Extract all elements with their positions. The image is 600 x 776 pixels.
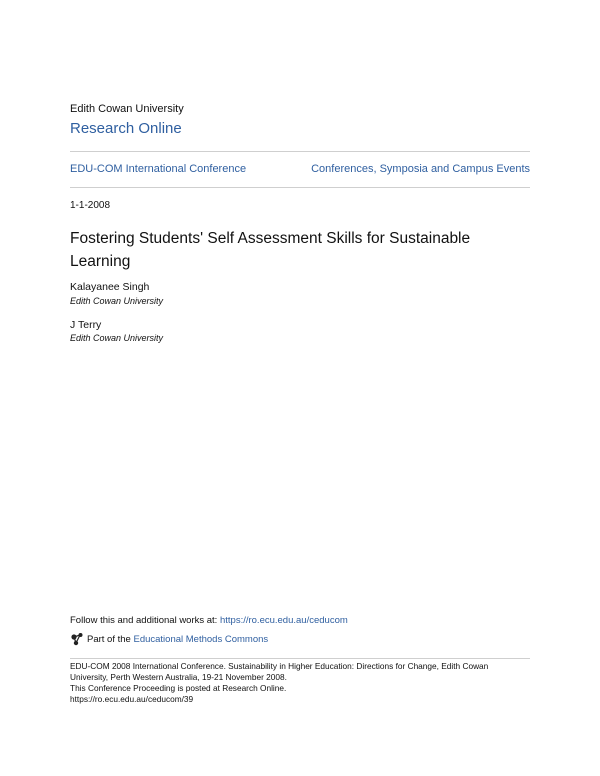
- follow-text: Follow this and additional works at:: [70, 615, 220, 626]
- citation-block: [70, 661, 530, 705]
- commons-link[interactable]: Educational Methods Commons: [133, 633, 269, 645]
- citation-url[interactable]: https://ro.ecu.edu.au/ceducom/39: [70, 694, 194, 704]
- network-commons-icon: [70, 632, 84, 646]
- author-affiliation: Edith Cowan University: [70, 333, 164, 343]
- follow-link[interactable]: https://ro.ecu.edu.au/ceducom: [219, 615, 348, 626]
- divider-collections: [70, 187, 530, 188]
- follow-works: [70, 615, 348, 626]
- divider-top: [70, 151, 530, 152]
- part-of: [70, 632, 268, 646]
- repository-link[interactable]: Research Online: [70, 120, 182, 137]
- author-affiliation: Edith Cowan University: [70, 296, 164, 306]
- author-name: Kalayanee Singh: [70, 281, 150, 293]
- author-name: J Terry: [70, 319, 102, 331]
- publication-date: 1-1-2008: [70, 200, 111, 211]
- citation-line: University, Perth Western Australia, 19-21 November 2008.: [70, 672, 287, 682]
- institution-name: Edith Cowan University: [70, 103, 184, 115]
- citation-line: EDU-COM 2008 International Conference. Sustainability in Higher Education: Directions for Change, Edith Cowan: [70, 661, 489, 671]
- document-title: Fostering Students' Self Assessment Skills for Sustainable Learning: [70, 230, 471, 270]
- collection-link-events[interactable]: Conferences, Symposia and Campus Events: [311, 163, 530, 175]
- collection-link-conference[interactable]: EDU-COM International Conference: [70, 163, 247, 175]
- part-of-text: Part of the: [87, 633, 131, 645]
- citation-line: This Conference Proceeding is posted at Research Online.: [70, 683, 287, 693]
- divider-footer: [70, 658, 530, 659]
